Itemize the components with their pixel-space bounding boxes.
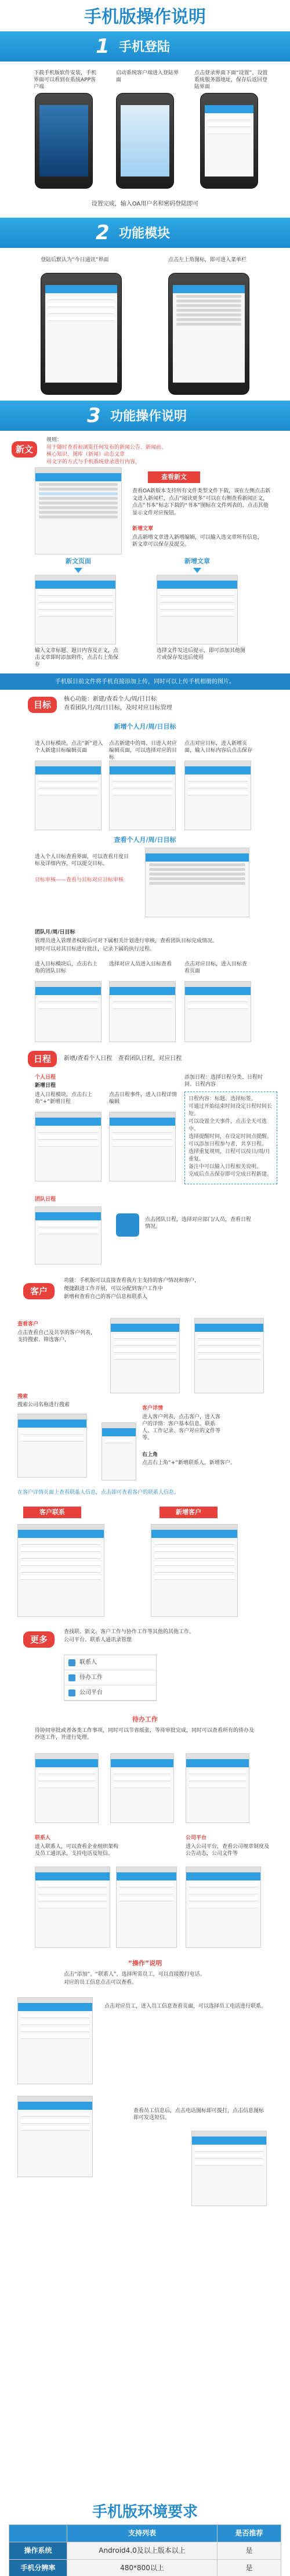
mubiao-shot-1 [35, 761, 102, 830]
richeng-team-text: 点击团队日程，选择对应部门/人员，查看日程情况。 [145, 1217, 252, 1230]
kehu-contact-shot [17, 1524, 104, 1617]
view-xinwen-text: 查看OA新版本支持所有文件类型文件下载，该在左侧点击新文进入新闻栏，点击“阅读更多”可以在右侧查看新闻正文，点击“书本”标志下载的“书本”图标在文件列表的，点击其他显示文件对应按钮。 [132, 488, 271, 516]
phone-launch [116, 93, 174, 189]
phone-menu [168, 273, 249, 395]
modules-left-text: 登陆后默认为“今日通讯”界面 [41, 257, 109, 263]
platform-shot [186, 1867, 261, 1948]
view-xinwen-label: 查看新文 [148, 471, 200, 483]
xinwen-bottom-bar: 手机版目前文件将手机直接添加上传，同时可以上传手机相册的图片。 [0, 673, 290, 690]
menu-item-contacts[interactable] [64, 1655, 156, 1670]
kehu-view-caption: 查看客户 [17, 1321, 39, 1327]
xinwen-desc-c: 核心知识、图库（新闻）动态文章 [46, 452, 125, 458]
env-row-label: 手机分辨率 [9, 2560, 67, 2576]
platform-icon [68, 1689, 75, 1696]
mubiao-shot-2 [109, 761, 176, 830]
operation-caption: “操作”说明 [128, 1959, 162, 1967]
env-header-cell: 支持列表 [67, 2525, 217, 2542]
richeng-step-3: 添加日程：选择日程分类、日程时间、日程内容 [184, 1075, 263, 1088]
contacts-shot [35, 1867, 110, 1948]
todo-shot-1 [35, 1753, 99, 1823]
section-bar-functions [0, 401, 290, 431]
contacts-shot-2 [116, 1867, 177, 1948]
contact-call-shot [17, 2096, 93, 2177]
mubiao-new-step-3: 点击对应目标，进入新增页面，输入目标内容后点击保存 [184, 741, 253, 754]
calendar-icon [116, 1213, 139, 1237]
login-step-1: 下载手机版软件安装，手机界面可以看到在系统APP客户端 [34, 70, 97, 91]
team-step-2: 选择对应人员进入目标查看 [109, 961, 172, 967]
todo-text: 待协同审批或者各类工作事项，同时可以节省纸张，等待审批完成，同时可以查看所有的待办及抄送工作，并进行处理。 [35, 1728, 255, 1741]
arrow-down-icon [193, 568, 201, 573]
xinwen-bottom-right: 选择文件发送后提示，即可添加其他图片或保存发送后使用 [157, 648, 246, 661]
env-row [9, 2560, 281, 2576]
xinwen-list-screenshot [35, 467, 122, 554]
contact-detail-shot [17, 1997, 93, 2084]
team-goal-text-c: 同时可以对其目标进行批注，记录下属的执行过程。 [35, 946, 155, 952]
kehu-action-text: 点击右上角“+”新增联系人，新增客户。 [142, 1460, 235, 1466]
richeng-desc: 新增/查看个人日程 查看团队日程，对应日程 [64, 1055, 182, 1062]
kehu-desc-b: 便捷跟进工作开展，可以分配到客户工作中 [64, 1286, 164, 1292]
login-footer: 设置完成，输入OA用户名和密码登陆即可 [91, 201, 199, 207]
mubiao-view-text-a: 进入个人目标查看界面，可以查看月度目标及详细内容，可以提交目标。 [35, 854, 129, 867]
richeng-sub: 个人日程 [35, 1075, 56, 1080]
team-goal-title: 团队月/周/日目标 [35, 929, 75, 935]
mubiao-new-step-1: 进入目标模块，点击“新”进入个人新建目标编辑页面 [35, 741, 103, 754]
mubiao-view-shot [145, 848, 249, 917]
todo-shot-3 [186, 1753, 249, 1823]
mubiao-view-caption: 查看个人月/周/日目标 [114, 836, 176, 844]
kehu-detail-text: 进入客户列表，点击客户，进入客户的详情：客户基本信息、联系人、工作记录、客户对应的文件等等。 [142, 1414, 221, 1442]
menu-item-platform[interactable] [64, 1685, 156, 1700]
kehu-list-shot [110, 1318, 180, 1393]
modules-right-text: 点击左上角图标，即可进入菜单栏 [168, 257, 247, 263]
new-article-label: 新增文章 [132, 526, 154, 532]
env-title: 手机版环境要求 [92, 2503, 198, 2521]
kehu-search-shot [17, 1414, 87, 1478]
richeng-team-shot [35, 1206, 102, 1264]
operation-last-left: 点击对应员工，进入员工信息查看页面，可以选择员工电话进行联系。 [104, 2004, 267, 2009]
kehu-search-text: 搜索公司名称进行搜索 [17, 1402, 70, 1408]
section-number: 2 [96, 221, 110, 244]
xinwen-detail-screenshot [35, 575, 116, 644]
mubiao-shot-3 [184, 761, 251, 830]
page-title: 手机版操作说明 [84, 7, 206, 27]
login-step-2: 启动系统客户端进入登陆界面 [116, 70, 179, 84]
section-title: 手机登陆 [119, 40, 171, 55]
mubiao-view-text-b: 目标审核——查看与目标对应目标审核 [35, 877, 124, 883]
env-header-cell: 是否推荐 [217, 2525, 281, 2542]
contacts-text: 进入联系人，可以查看企业组织架构及员工通讯录，支持电话及短信。 [35, 1844, 119, 1857]
platform-text: 进入公司平台，查看公司规章制度及公告动态，公司文件等 [186, 1844, 270, 1857]
phone-app-icons [35, 93, 93, 189]
kehu-desc-a: 功能：手机版可以直接查看我方主支持的客户情况和客户， [64, 1278, 200, 1284]
env-header-row [9, 2525, 281, 2542]
section-bar-login [0, 31, 290, 62]
mubiao-new-step-2: 点击新建中的周、日进入对应编辑页面，可以选择对应的目标 [109, 741, 177, 761]
richeng-step-2: 点击日程事件，进入日程详情编辑 [109, 1092, 177, 1105]
richeng-sub2: 新增日程 [35, 1083, 56, 1089]
gengduo-desc-b: 公司平台、联系人通讯录管理 [64, 1637, 132, 1643]
richeng-shot-1 [35, 1112, 102, 1181]
xinwen-desc-a: 规则： [46, 437, 63, 443]
kehu-action-title: 右上角 [142, 1452, 158, 1458]
team-shot-1 [35, 981, 102, 1042]
xinwen-page-caption: 新文页面 [66, 557, 91, 565]
kehu-detail-shot [102, 1422, 136, 1480]
env-row-label: 操作系统 [9, 2542, 67, 2560]
menu-item-todo[interactable] [64, 1670, 156, 1685]
gengduo-tag: 更多 [23, 1631, 55, 1648]
login-step-3: 点击登录界面下面“设置”，设置系统服务器地址，保存后返回登陆界面 [194, 70, 268, 91]
env-table [9, 2524, 281, 2576]
team-step-3: 点击对应目标，进入目标查看页面 [184, 961, 248, 975]
kehu-desc-c: 新增和查看自己的客户信息和联系人 [64, 1294, 148, 1300]
xinwen-desc-d: 用文字的方式与手机系统登录进行内容， [46, 459, 141, 465]
menu-item-label: 待办工作 [79, 1674, 103, 1681]
xinwen-bottom-left: 输入文章标题、题目内容及正文，点击文章即时添加附件，点击右上角保存 [35, 648, 119, 668]
mubiao-new-caption: 新增个人月/周/日目标 [114, 723, 176, 730]
kehu-view-text: 点击查看自己及共享的客户列表，支持搜索、筛选客户， [17, 1330, 96, 1343]
contact-sms-shot [191, 2131, 267, 2206]
env-row-recommend: 是 [217, 2542, 281, 2560]
operation-text-a: 点击“添加”、“联系人”，选择所需员工，可以直接拨打电话。 [64, 1972, 205, 1977]
menu-item-label: 联系人 [79, 1659, 97, 1666]
xinwen-desc [46, 437, 174, 466]
section-number: 1 [96, 35, 110, 58]
new-article-screenshot [157, 575, 238, 644]
kehu-search-caption: 搜索 [17, 1394, 28, 1400]
contacts-caption: 联系人 [35, 1835, 51, 1841]
section-number: 3 [87, 404, 101, 427]
xinwen-tag: 新文 [12, 441, 37, 457]
team-step-1: 进入目标模块后，点击右上角的团队目标 [35, 961, 98, 975]
richeng-tag: 日程 [28, 1051, 57, 1067]
xinwen-desc-b: 用于随时查看和浏览任何发布的新闻公告、新闻前、 [46, 444, 167, 451]
section-title: 功能操作说明 [110, 409, 187, 424]
platform-caption: 公司平台 [186, 1835, 207, 1841]
team-shot-3 [184, 981, 251, 1042]
team-goal-text-b: 管理员进入管理者权限后可对下属相关计划进行审核，查看团队目标完成情况。 [35, 938, 218, 944]
kehu-tag: 客户 [23, 1283, 55, 1299]
todo-icon [68, 1674, 75, 1681]
richeng-shot-2 [109, 1112, 176, 1181]
kehu-note: 在客户详情页面上查看联系人信息，点击即可查看客户的联系人信息。 [17, 1490, 180, 1496]
contacts-icon [68, 1659, 75, 1666]
section-title: 功能模块 [119, 226, 171, 241]
phone-today [41, 273, 122, 395]
new-article-caption: 新增文章 [184, 557, 210, 565]
kehu-list-shot-2 [194, 1318, 264, 1393]
team-shot-2 [109, 981, 176, 1042]
richeng-team-caption: 团队日程 [35, 1197, 56, 1202]
env-row [9, 2542, 281, 2560]
env-row-value: Android4.0及以上版本以上 [67, 2542, 217, 2560]
operation-last-right: 查看员工信息后，点击电话图标即可拨打，点击信息图标即可发送短信。 [133, 2108, 264, 2121]
env-row-recommend: 是 [217, 2560, 281, 2576]
operation-text-b: 对应的员工信息点击可以查看。 [64, 1980, 137, 1986]
richeng-step-1: 进入日程模块，点击右上角“+”新增日程 [35, 1092, 93, 1105]
mubiao-desc-b: 查看团队月/周/日目标，及时对应目标管理 [64, 705, 172, 711]
gengduo-desc-a: 查找联、新文、客户工作与协作工作等其他的其他工作。 [64, 1629, 195, 1635]
new-article-text: 点击新增文章进入新增编辑，可以输入选文章所有信息，新文章可以保存及提交。 [132, 535, 263, 548]
arrow-down-icon [74, 568, 82, 573]
todo-shot-2 [110, 1753, 174, 1823]
richeng-bullet-box: 日程内容：标题、选择标签。 可通过开始结束时间设定日程时间长短。 可以设置全天事件，点击全天可选中。 选择提醒时间，在设定时间点提醒。 可以添加日程参与者，共享日程。 选择重复规则，日程可以按日/周/月重复。 备注中可以输入日程相关说明。 完成后点击保存即可完成日程新建。 [184, 1091, 277, 1184]
more-menu [64, 1655, 157, 1701]
mubiao-desc-a: 核心功能：新建/查看个人/周/日目标 [64, 696, 157, 702]
env-header-cell [9, 2525, 67, 2542]
kehu-add-shot [151, 1524, 238, 1617]
kehu-detail-caption: 客户详情 [142, 1406, 164, 1411]
phone-settings [200, 93, 258, 189]
env-row-value: 480*800以上 [67, 2560, 217, 2576]
kehu-add-caption: 新增客户 [160, 1507, 217, 1518]
section-bar-modules [0, 218, 290, 248]
todo-caption: 待办工作 [132, 1716, 158, 1723]
mubiao-tag: 目标 [28, 697, 57, 713]
kehu-contact-caption: 客户联系 [23, 1507, 81, 1518]
menu-item-label: 公司平台 [79, 1689, 103, 1696]
